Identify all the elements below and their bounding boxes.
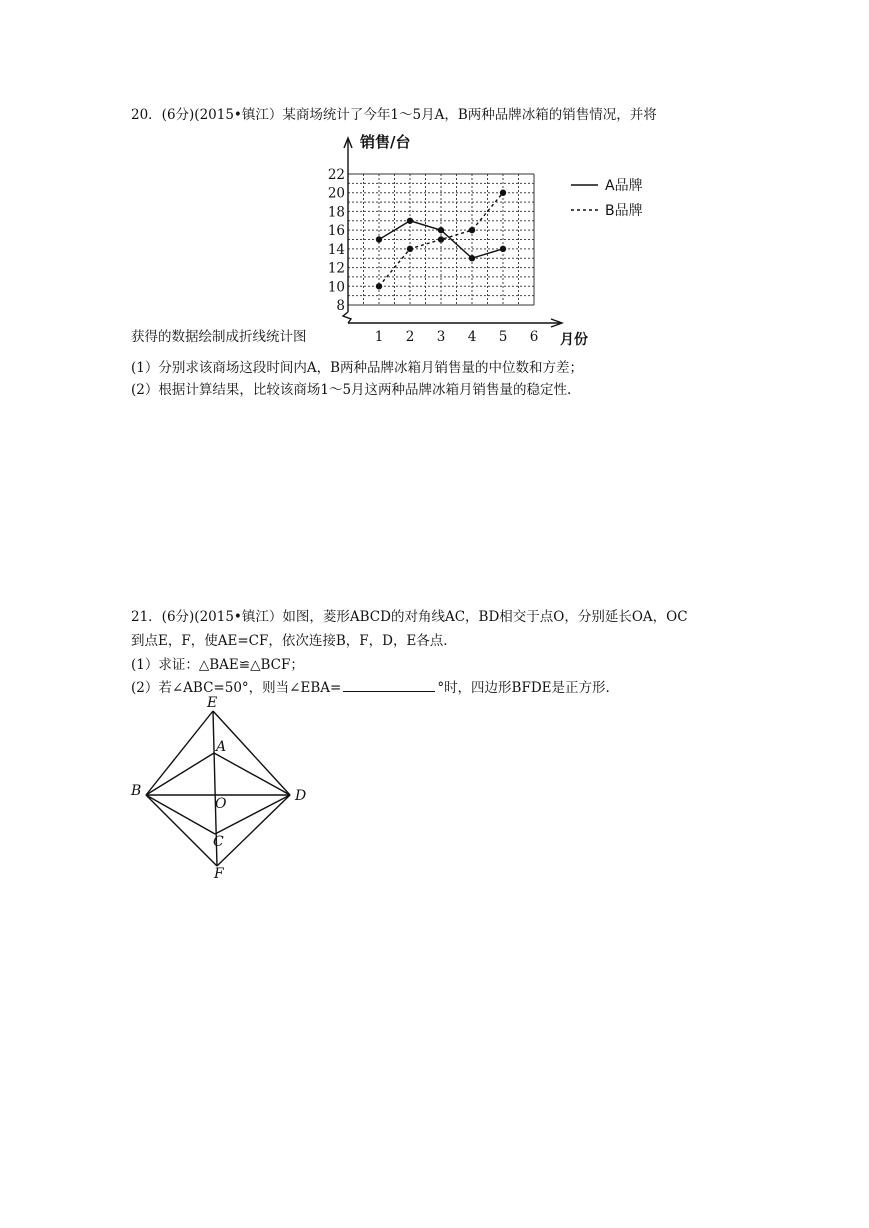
y-tick-label: 20 <box>327 185 345 202</box>
x-tick-label: 6 <box>529 329 539 345</box>
segment-EB <box>146 711 213 795</box>
label-A: A <box>216 739 227 755</box>
x-tick-label: 2 <box>405 329 415 345</box>
y-tick-label: 8 <box>336 298 345 314</box>
q20-part1: (1）分别求该商场这段时间内A，B两种品牌冰箱月销售量的中位数和方差； <box>131 360 584 376</box>
segment-BC <box>146 795 215 834</box>
label-O: O <box>215 796 227 812</box>
q21-part2-after: °时，四边形BFDE是正方形. <box>437 680 610 696</box>
x-axis-label: 月份 <box>560 332 588 348</box>
segment-FD <box>217 795 290 866</box>
y-tick-label: 18 <box>327 204 345 221</box>
q20-part2: (2）根据计算结果，比较该商场1～5月这两种品牌冰箱月销售量的稳定性. <box>131 382 572 398</box>
segment-DA <box>214 753 290 795</box>
q21-part1: (1）求证：△BAE≌△BCF； <box>131 657 304 673</box>
q21-line1: 21．(6分)(2015•镇江）如图，菱形ABCD的对角线AC，BD相交于点O，分别延长OA，OC <box>131 609 688 625</box>
label-D: D <box>295 788 307 804</box>
segment-AB <box>146 753 214 795</box>
x-tick-label: 4 <box>467 329 477 345</box>
label-B: B <box>131 783 142 799</box>
x-tick-label: 1 <box>374 329 384 345</box>
x-tick-label: 3 <box>436 329 446 345</box>
q20-intro-cont: 获得的数据绘制成折线统计图 <box>131 329 307 345</box>
y-tick-label: 14 <box>327 241 345 258</box>
x-tick-label: 5 <box>498 329 508 345</box>
label-E: E <box>207 695 218 711</box>
segment-BF <box>146 795 217 866</box>
label-F: F <box>214 866 224 882</box>
y-tick-label: 12 <box>327 260 345 277</box>
y-axis-label: 销售/台 <box>360 133 411 151</box>
y-tick-label: 16 <box>327 223 345 240</box>
legend-label-b: B品牌 <box>605 203 643 219</box>
q20-intro: 20．(6分)(2015•镇江）某商场统计了今年1～5月A，B两种品牌冰箱的销售情况，并将 <box>131 107 657 123</box>
y-tick-label: 22 <box>327 167 345 183</box>
legend-label-a: A品牌 <box>605 178 643 194</box>
y-tick-label: 10 <box>327 279 345 296</box>
q21-line2: 到点E，F，使AE=CF，依次连接B，F，D，E各点. <box>131 633 448 649</box>
q21-part2-before: (2）若∠ABC=50°，则当∠EBA= <box>131 680 342 696</box>
label-C: C <box>213 834 224 850</box>
